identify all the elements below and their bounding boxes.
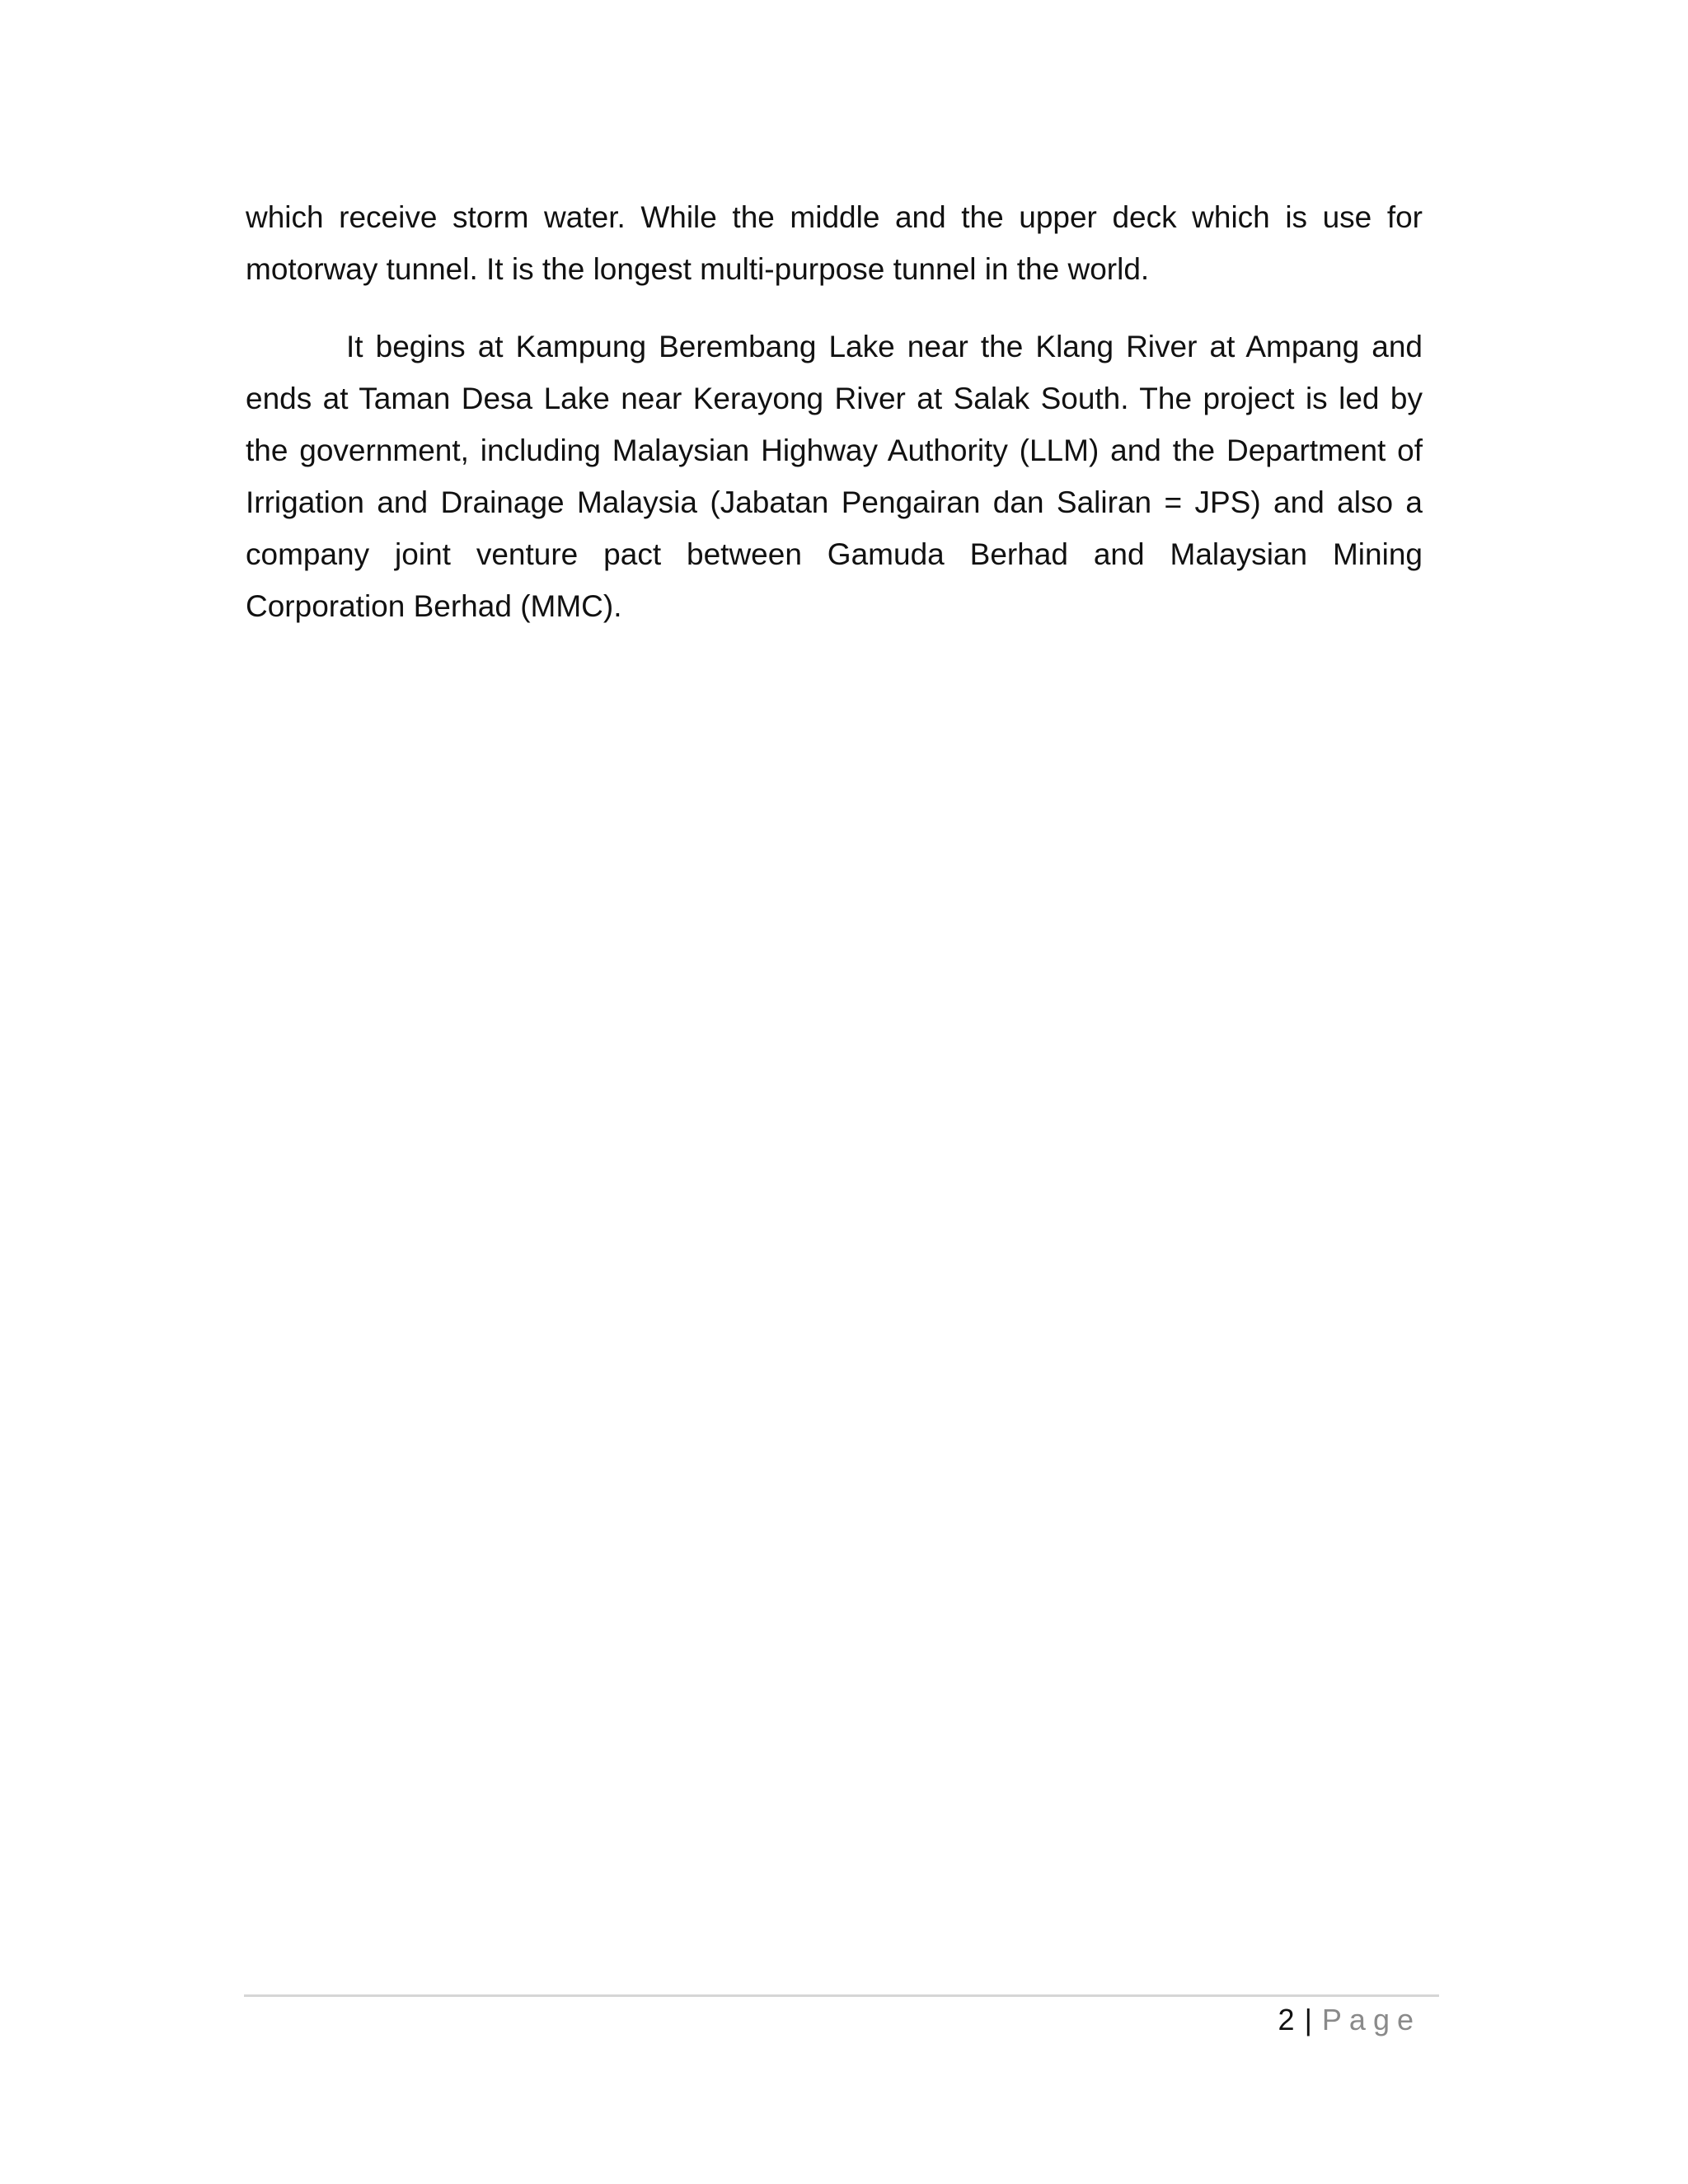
page-number: 2 [1278,2003,1295,2036]
body-paragraph-2: It begins at Kampung Berembang Lake near the Klang River at Ampang and ends at Taman Desa Lake near Kerayong River at Salak South. The project is led by the government, including Malaysian Highway Authority (LLM) and the Department of Irrigation and Drainage Malaysia (Jabatan Pengairan dan Saliran = JPS) and also a company joint venture pact between Gamuda Berhad and Malaysian Mining Corporation Berhad (MMC). [246,330,1423,623]
page-label: Page [1321,2003,1421,2036]
footer-divider [244,1994,1439,1997]
body-paragraph-1: which receive storm water. While the middle and the upper deck which is use for motorway tunnel. It is the longest multi-purpose tunnel in the world. [246,200,1423,286]
page-footer [1278,1999,1421,2041]
page-separator: | [1304,2003,1312,2036]
